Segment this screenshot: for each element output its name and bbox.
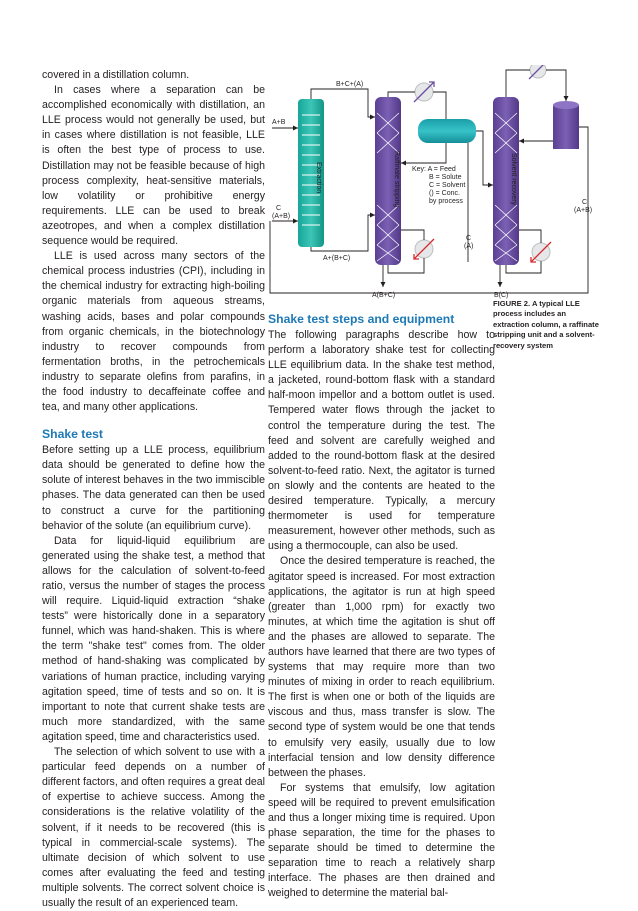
right-column (268, 312, 495, 902)
raffinate-label: Raffinate stripping (393, 151, 400, 208)
paragraph: Data for liquid-liquid equilibrium are generated using the shake test, a method that allows for the calculation of solvent-to-feed ratio, versus the number of stages the process will require. Liquid-liquid extraction “shake tests” were historically done in a separatory funnel, which was hand-shaken. This is where the term "shake test" comes from. The older method of hand-shaking was complicated by variations of human practice, including varying agitation speed, time of tests and so on. It is important to note that current shake tests are much more standardized, with the same agitation speed, time and characteristics used. (42, 534, 265, 743)
heat-exchanger-arrows (414, 65, 551, 262)
diagram-key (412, 166, 465, 205)
caption-text: A typical LLE process includes an extraction column, a raffinate stripping unit and a solvent-recovery system (493, 299, 599, 350)
label-b-c: B(C) (494, 292, 509, 299)
section-heading-shake-test: Shake test (42, 427, 103, 442)
label-bca: B+C+(A) (336, 81, 364, 88)
extraction-label: Extraction (315, 162, 322, 194)
paragraph: For systems that emulsify, low agitation speed will be required to prevent emulsification and thus a longer mixing time is required. Upon phase separation, the time for the phases to separate should be timed to determine the separation time to reach a relatively sharp interface. The phases are then drained and weighed to determine the material bal- (268, 781, 495, 900)
label-c-a2: (A) (464, 243, 474, 250)
lle-process-diagram (268, 65, 606, 301)
label-feed-ab: A+B (272, 119, 286, 126)
key-solvent: C = Solvent (429, 182, 466, 189)
label-c: C (276, 205, 282, 212)
label-c-right2: (A+B) (574, 207, 593, 214)
diagram-svg (268, 65, 606, 301)
left-column (42, 68, 265, 911)
section-heading-steps: Shake test steps and equipment (268, 312, 455, 326)
paragraph: In cases where a separation can be accomplished economically with distillation, an LLE process would not generally be used, but in cases where distillation is not feasible, LLE is often the best type of process to use. Distillation may not be feasible because of high process complexity, heat-sensitive materials, low volatility or prohibitive energy requirements. LLE can be used to break azeotropes, and when a complex distillation sequence would be required. (42, 84, 265, 248)
key-feed: Key: A = Feed (412, 166, 456, 173)
key-conc: () = Conc. (429, 190, 460, 197)
label-c-ab: (A+B) (272, 213, 291, 220)
caption-lead: FIGURE 2. (493, 299, 531, 308)
paragraph: Before setting up a LLE process, equilibrium data should be generated to define how the solute of interest behaves in the two immiscible phases. The data generated can then be used to construct a curve for the partitioning behavior of the solute (an equilibrium curve). (42, 444, 265, 532)
paragraph: LLE is used across many sectors of the chemical process industries (CPI), including in the chemical industry for extracting high-boiling organic materials from aqueous streams, washing acids, bases and polar compounds from organic chemicals, in the biotechnology industry to recover compounds from fermentation broths, in the petrochemicals industry to separate olefins from parafins, in the food industry to decaffeinate coffee and tea, and many other applications. (42, 250, 265, 414)
reflux-drum (418, 119, 476, 143)
figure-caption (493, 299, 603, 351)
solvent-tank (553, 105, 579, 149)
solvent-tank-top (553, 101, 579, 109)
paragraph: The following paragraphs describe how to perform a laboratory shake test for collecting LLE equilibrium data. In the shake test method, a jacketed, round-bottom flask with a standard half-moon impellor and a bottom outlet is used. Tempered water flows through the jacket to control the temperature during the test. The feed and solvent are carefully weighed and added to the round-bottom flask at the desired solvent-to-feed ratio. Next, the agitator is turned on slowly and the contents are heated to the desired temperature. Typically, a mercury thermometer is used for temperature measurement, however other methods, such as using a thermocouple, can also be used. (268, 329, 495, 553)
key-by-process: by process (429, 198, 463, 205)
label-a-bc: A(B+C) (372, 292, 396, 299)
label-abc: A+(B+C) (323, 255, 351, 262)
paragraph: covered in a distillation column. (42, 69, 190, 81)
label-c-a: C (466, 235, 472, 242)
paragraph: The selection of which solvent to use with a particular feed depends on a number of different factors, and often requires a great deal of expertise to achieve success. Among the considerations is the relative volatility of the solvent, if it needs to be recovered (this is typical in commercial-scale systems). The ultimate decision of which solvent to use comes after evaluating the feed and testing multiple solvents. The correct solvent choice is usually the result of an experienced team. (42, 746, 266, 909)
label-c-right: C (582, 199, 588, 206)
paragraph: Once the desired temperature is reached, the agitator speed is increased. For most extraction applications, the agitator is run at high speed (greater than 1,000 rpm) for exactly two minutes, at which time the agitation is shut off and the phases are allowed to separate. The authors have learned that there are two types of systems that may require more than two minutes of mixing in order to reach equilibrium. The first is when one or both of the liquids are viscous and thus, mass transfer is slow. The second type of system would be one that tends to emulsify very easily, usually due to low interfacial tension and low density difference between the phases. (268, 555, 495, 779)
key-solute: B = Solute (429, 174, 462, 181)
solvent-recovery-label: Solvent recovery (510, 153, 517, 206)
